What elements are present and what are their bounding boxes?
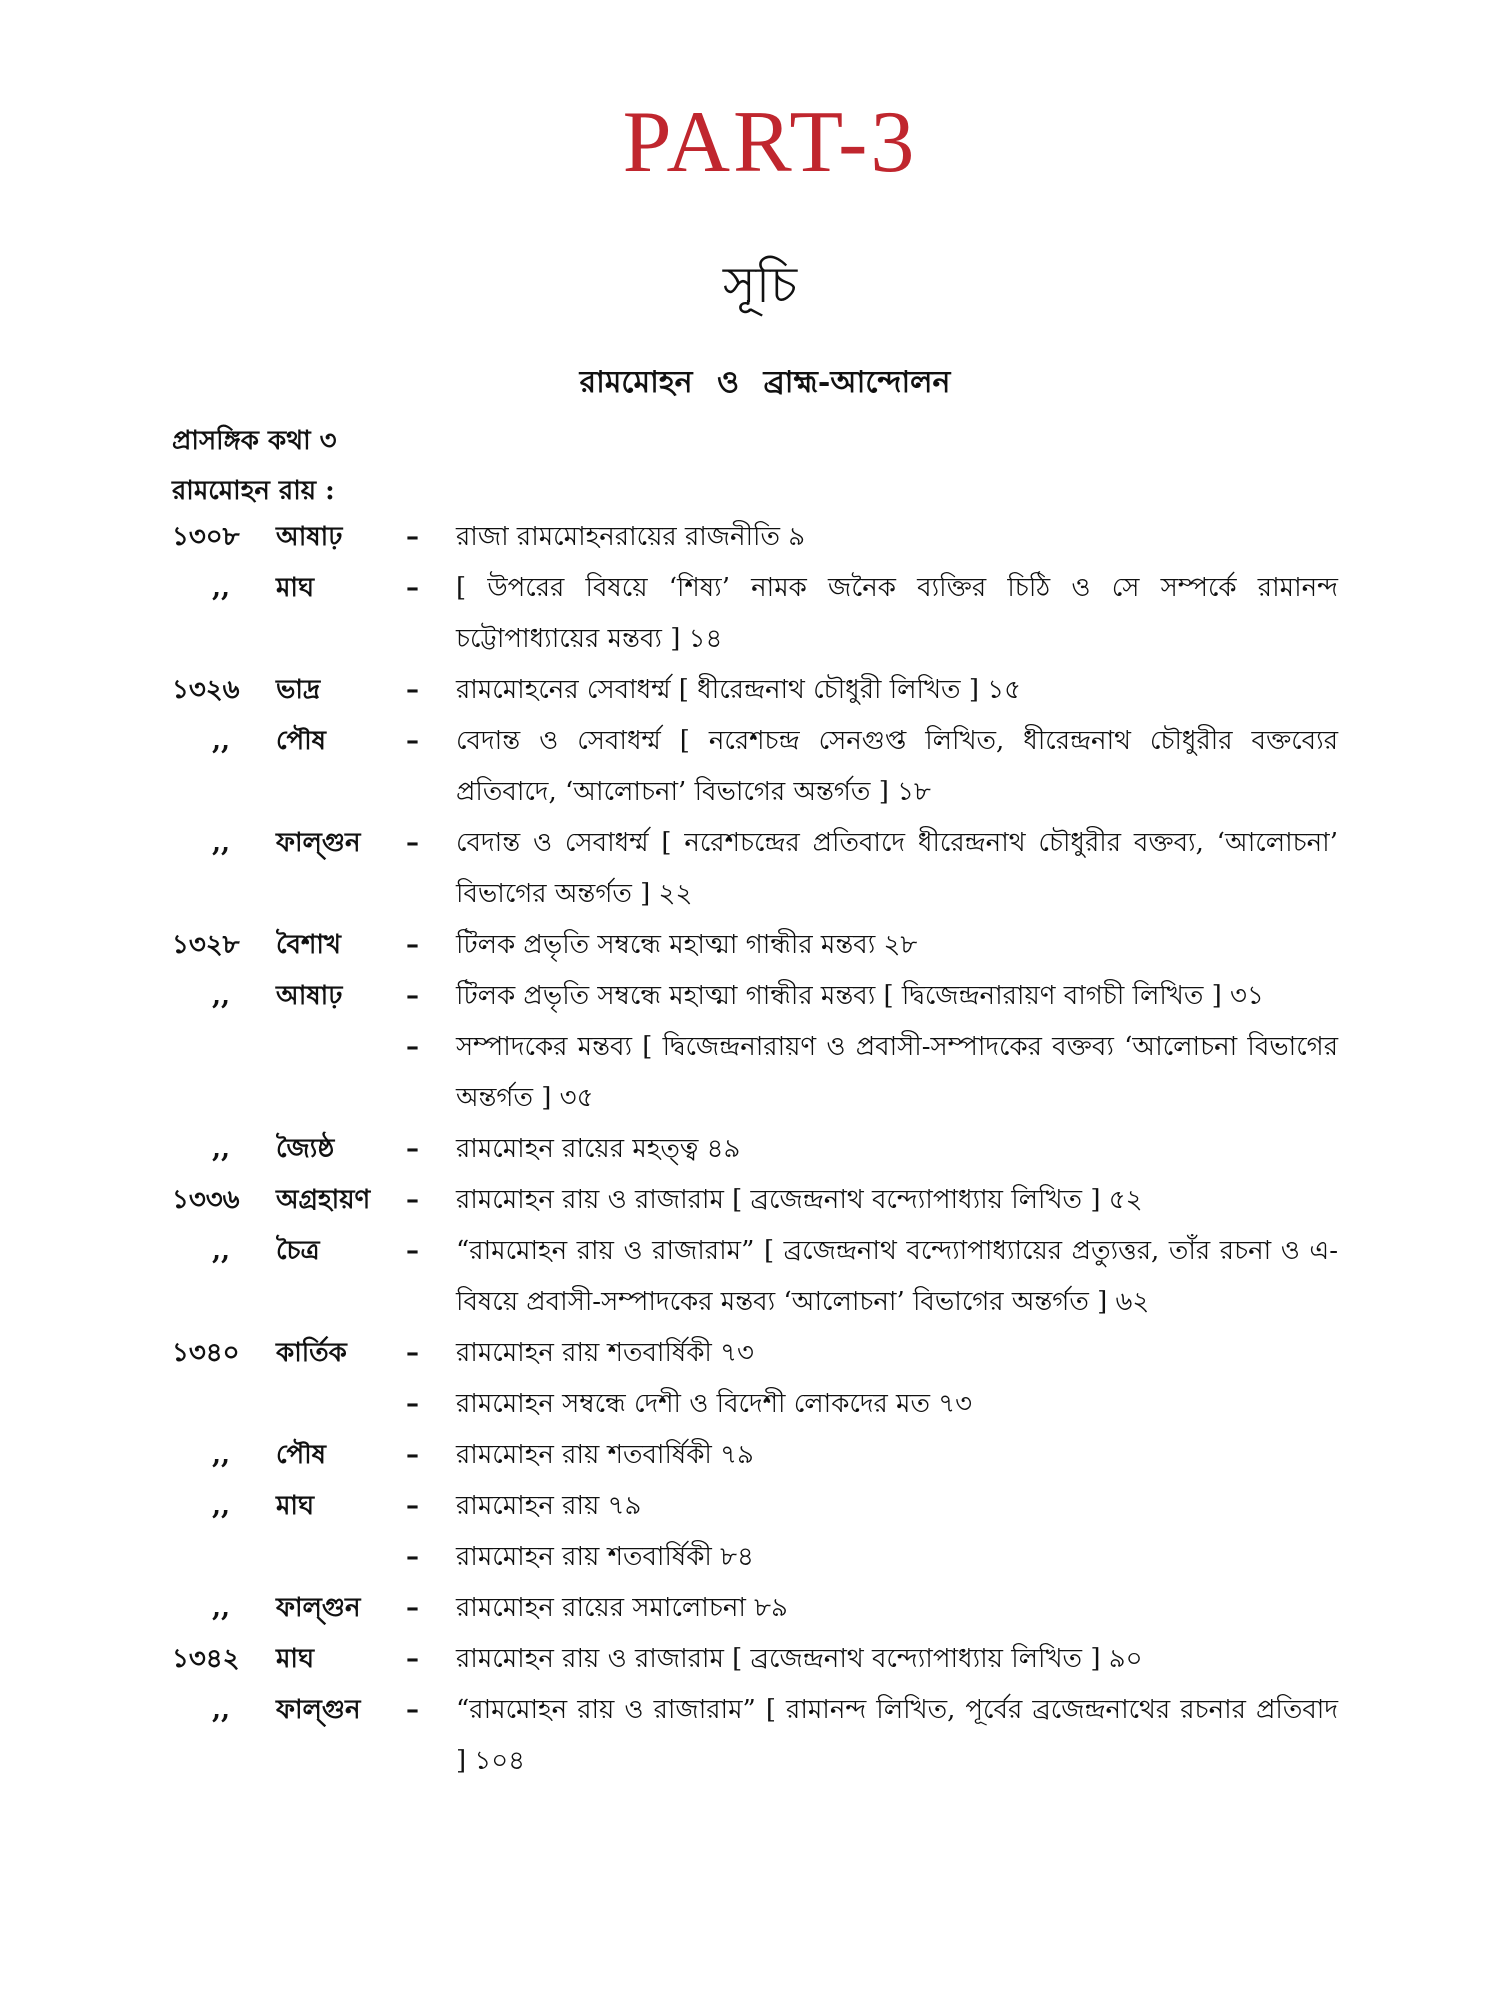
ditto-mark: ,,	[212, 981, 231, 1011]
entry-text: “রামমোহন রায় ও রাজারাম” [ রামানন্দ লিখিত, পূর্বের ব্রজেন্দ্রনাথের রচনার প্রতিবাদ ] ১০৪	[456, 1695, 1338, 1776]
entry-year	[172, 1379, 276, 1430]
entry-month: বৈশাখ	[276, 930, 341, 960]
entry-month: পৌষ	[276, 1440, 326, 1470]
toc-entry	[0, 818, 1500, 920]
entry-text: রামমোহন রায় ৭৯	[456, 1491, 642, 1521]
entry-dash: –	[406, 1032, 419, 1062]
toc-entry	[0, 1481, 1500, 1532]
entry-text: টিলক প্রভৃতি সম্বন্ধে মহাত্মা গান্ধীর মন্তব্য [ দ্বিজেন্দ্রনারায়ণ বাগচী লিখিত ] ৩১	[456, 981, 1264, 1011]
entry-dash: –	[406, 726, 419, 756]
entry-month: আষাঢ়	[276, 981, 343, 1011]
entry-month: অগ্রহায়ণ	[276, 1185, 371, 1215]
toc-entry	[0, 716, 1500, 818]
entry-dash: –	[406, 1542, 419, 1572]
toc-entry	[0, 1175, 1500, 1226]
entry-dash: –	[406, 1134, 419, 1164]
entry-month: চৈত্র	[276, 1236, 320, 1266]
entry-month: মাঘ	[276, 573, 315, 603]
entry-dash: –	[406, 981, 419, 1011]
entry-text: টিলক প্রভৃতি সম্বন্ধে মহাত্মা গান্ধীর মন্তব্য ২৮	[456, 930, 918, 960]
entry-text: “রামমোহন রায় ও রাজারাম” [ ব্রজেন্দ্রনাথ বন্দ্যোপাধ্যায়ের প্রত্যুত্তর, তাঁর রচনা ও এ-বিষয়ে প্রবাসী-সম্পাদকের মন্তব্য ‘আলোচনা’ বিভাগের অন্তর্গত ] ৬২	[456, 1236, 1338, 1317]
entry-year: ১৩২৬	[172, 675, 240, 705]
section-title: রামমোহন ও ব্রাহ্ম-আন্দোলন	[579, 365, 951, 400]
ditto-mark: ,,	[212, 1491, 231, 1521]
entry-month: আষাঢ়	[276, 522, 343, 552]
entry-dash: –	[406, 930, 419, 960]
entry-text: রামমোহন রায় শতবার্ষিকী ৮৪	[456, 1542, 754, 1572]
ditto-mark: ,,	[212, 1695, 231, 1725]
entry-dash: –	[406, 1440, 419, 1470]
entry-month: ফাল্গুন	[276, 1593, 361, 1623]
toc-entry	[0, 1430, 1500, 1481]
toc-entry	[0, 1328, 1500, 1379]
entry-dash: –	[406, 828, 419, 858]
entry-month: মাঘ	[276, 1491, 315, 1521]
entry-text: রামমোহন রায় ও রাজারাম [ ব্রজেন্দ্রনাথ বন্দ্যোপাধ্যায় লিখিত ] ৯০	[456, 1644, 1143, 1674]
entry-dash: –	[406, 1185, 419, 1215]
ditto-mark: ,,	[212, 1440, 231, 1470]
entry-year	[172, 1022, 276, 1124]
entry-dash: –	[406, 1644, 419, 1674]
ditto-mark: ,,	[212, 1593, 231, 1623]
entry-dash: –	[406, 1338, 419, 1368]
entry-text: সম্পাদকের মন্তব্য [ দ্বিজেন্দ্রনারায়ণ ও প্রবাসী-সম্পাদকের বক্তব্য ‘আলোচনা বিভাগের অন্তর্গত ] ৩৫	[456, 1032, 1338, 1113]
entry-month: ফাল্গুন	[276, 1695, 361, 1725]
toc-entry	[0, 1532, 1500, 1583]
intro-line: প্রাসঙ্গিক কথা ৩	[172, 426, 337, 456]
ditto-mark: ,,	[212, 573, 231, 603]
entry-text: রাজা রামমোহনরায়ের রাজনীতি ৯	[456, 522, 806, 552]
entry-text: বেদান্ত ও সেবাধর্ম্ম [ নরেশচন্দ্রের প্রতিবাদে ধীরেন্দ্রনাথ চৌধুরীর বক্তব্য, ‘আলোচনা’ বিভাগের অন্তর্গত ] ২২	[456, 828, 1338, 909]
part-title: PART-3	[622, 94, 918, 191]
entry-text: বেদান্ত ও সেবাধর্ম্ম [ নরেশচন্দ্র সেনগুপ্ত লিখিত, ধীরেন্দ্রনাথ চৌধুরীর বক্তব্যের প্রতিবাদে, ‘আলোচনা’ বিভাগের অন্তর্গত ] ১৮	[456, 726, 1338, 807]
ditto-mark: ,,	[212, 1134, 231, 1164]
toc-entry	[0, 920, 1500, 971]
entry-month: কার্তিক	[276, 1338, 347, 1368]
toc-entry	[0, 563, 1500, 665]
entry-text: রামমোহন রায় শতবার্ষিকী ৭৩	[456, 1338, 754, 1368]
entry-text: রামমোহন রায় শতবার্ষিকী ৭৯	[456, 1440, 754, 1470]
entry-text: [ উপরের বিষয়ে ‘শিষ্য’ নামক জনৈক ব্যক্তির চিঠি ও সে সম্পর্কে রামানন্দ চট্টোপাধ্যায়ের মন্তব্য ] ১৪	[456, 573, 1338, 654]
entry-month: ফাল্গুন	[276, 828, 361, 858]
ditto-mark: ,,	[212, 828, 231, 858]
entry-year: ১৩৪২	[172, 1644, 240, 1674]
entry-month	[276, 1022, 406, 1124]
entry-year: ১৩৩৬	[172, 1185, 240, 1215]
entry-dash: –	[406, 1236, 419, 1266]
entry-text: রামমোহন সম্বন্ধে দেশী ও বিদেশী লোকদের মত ৭৩	[456, 1389, 973, 1419]
entry-year: ১৩৪০	[172, 1338, 240, 1368]
entry-dash: –	[406, 1491, 419, 1521]
toc-entry	[0, 1022, 1500, 1124]
entry-dash: –	[406, 1389, 419, 1419]
toc-entry	[0, 1634, 1500, 1685]
toc-entry	[0, 1226, 1500, 1328]
entry-month	[276, 1532, 406, 1583]
entry-month	[276, 1379, 406, 1430]
toc-entry	[0, 1583, 1500, 1634]
toc-entry	[0, 512, 1500, 563]
entry-dash: –	[406, 522, 419, 552]
entry-month: জ্যৈষ্ঠ	[276, 1134, 335, 1164]
ditto-mark: ,,	[212, 726, 231, 756]
toc-heading: সূচি	[722, 256, 798, 314]
entry-month: মাঘ	[276, 1644, 315, 1674]
entry-year: ১৩০৮	[172, 522, 240, 552]
entry-month: ভাদ্র	[276, 675, 321, 705]
entry-year	[172, 1532, 276, 1583]
toc-entry	[0, 971, 1500, 1022]
toc-entry	[0, 665, 1500, 716]
toc-entries	[0, 512, 1500, 1787]
entry-year: ১৩২৮	[172, 930, 240, 960]
entry-text: রামমোহন রায়ের মহত্ত্ব ৪৯	[456, 1134, 741, 1164]
toc-entry	[0, 1379, 1500, 1430]
entry-month: পৌষ	[276, 726, 326, 756]
entry-text: রামমোহন রায়ের সমালোচনা ৮৯	[456, 1593, 788, 1623]
entry-dash: –	[406, 675, 419, 705]
entry-text: রামমোহনের সেবাধর্ম্ম [ ধীরেন্দ্রনাথ চৌধুরী লিখিত ] ১৫	[456, 675, 1021, 705]
toc-entry	[0, 1685, 1500, 1787]
intro-subject: রামমোহন রায় :	[172, 476, 335, 506]
entry-dash: –	[406, 1593, 419, 1623]
entry-dash: –	[406, 573, 419, 603]
ditto-mark: ,,	[212, 1236, 231, 1266]
toc-entry	[0, 1124, 1500, 1175]
entry-dash: –	[406, 1695, 419, 1725]
entry-text: রামমোহন রায় ও রাজারাম [ ব্রজেন্দ্রনাথ বন্দ্যোপাধ্যায় লিখিত ] ৫২	[456, 1185, 1143, 1215]
